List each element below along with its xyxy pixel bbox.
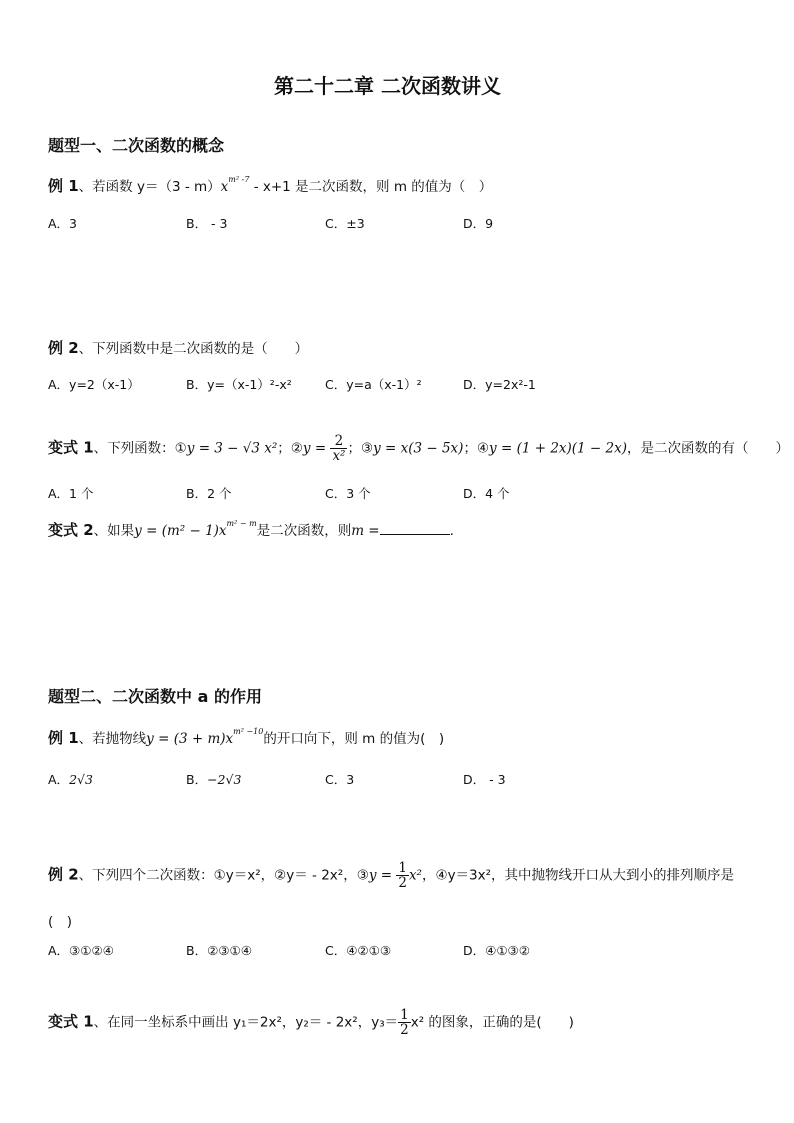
- fraction: $\frac{2}{\text{x²}}$: [332, 433, 346, 465]
- question-1-4: 变式 2、如果$y = (m^2 - 1)x^{m^2 - m}$是二次函数，则m = .: [48, 519, 454, 539]
- option-a: A．1 个: [48, 486, 94, 501]
- question-2-2: 例 2、下列四个二次函数：①y＝x²，②y＝ - 2x²，③y = $\frac{1}{2}$ x²，④y＝3x²，其中抛物线开口从大到小的排列顺序是: [48, 860, 735, 892]
- option-c: C．3: [325, 772, 355, 787]
- question-label: 变式 1: [48, 1012, 94, 1031]
- option-d: D．y=2x²-1: [463, 377, 536, 392]
- option-d: D．9: [463, 216, 494, 231]
- question-2-3: 变式 1、在同一坐标系中画出 y₁＝2x²，y₂＝ - 2x²，y₃＝ $\frac{1}{2}$ x² 的图象，正确的是( ): [48, 1007, 574, 1039]
- option-b: B．2 个: [186, 486, 232, 501]
- option-a: A．y=2（x-1）: [48, 377, 140, 392]
- option-b: B．y=（x-1）²-x²: [186, 377, 292, 392]
- question-label: 例 2: [48, 339, 79, 357]
- question-label: 变式 1: [48, 438, 94, 457]
- section-heading-2: 题型二、二次函数中 a 的作用: [48, 687, 262, 706]
- question-1-3: 变式 1、下列函数：①y = 3 − √3 x²；②y = $\frac{2}{\text{x²}}$ ；③y = x(3 − 5x)；④y = (1 + 2x)(1 − 2x)，是二次函数的有（ ）: [48, 433, 790, 465]
- fraction: $\frac{1}{2}$: [398, 860, 407, 892]
- option-b: B．②③①④: [186, 943, 252, 958]
- question-2-2-paren: ( ): [48, 914, 73, 930]
- option-c: C．3 个: [325, 486, 371, 501]
- option-c: C．±3: [325, 216, 365, 231]
- option-b: B． - 3: [186, 216, 228, 231]
- option-a: A．③①②④: [48, 943, 114, 958]
- section-heading-1: 题型一、二次函数的概念: [48, 136, 225, 155]
- option-b: B．−2√3: [186, 772, 242, 787]
- answer-blank[interactable]: [380, 522, 450, 535]
- option-a: A．2√3: [48, 772, 93, 787]
- question-label: 例 2: [48, 865, 79, 884]
- question-label: 变式 2: [48, 521, 94, 539]
- option-c: C．④②①③: [325, 943, 392, 958]
- fraction: $\frac{1}{2}$: [400, 1007, 409, 1039]
- option-d: D． - 3: [463, 772, 506, 787]
- option-a: A．3: [48, 216, 78, 231]
- option-d: D．4 个: [463, 486, 510, 501]
- question-2-1: 例 1、若抛物线$y = (3 + m)x^{m^2 -10}$的开口向下，则 m 的值为( ): [48, 727, 445, 747]
- question-label: 例 1: [48, 729, 79, 747]
- option-c: C．y=a（x-1）²: [325, 377, 422, 392]
- question-1-2: 例 2、下列函数中是二次函数的是（ ）: [48, 339, 309, 357]
- question-1-1: 例 1、若函数 $y=(3 - m)x^{m^2 -7} - x+1$ 是二次函数，则 m 的值为（ ）: [48, 175, 493, 195]
- option-d: D．④①③②: [463, 943, 530, 958]
- page-title: 第二十二章 二次函数讲义: [274, 74, 501, 98]
- question-label: 例 1: [48, 177, 79, 195]
